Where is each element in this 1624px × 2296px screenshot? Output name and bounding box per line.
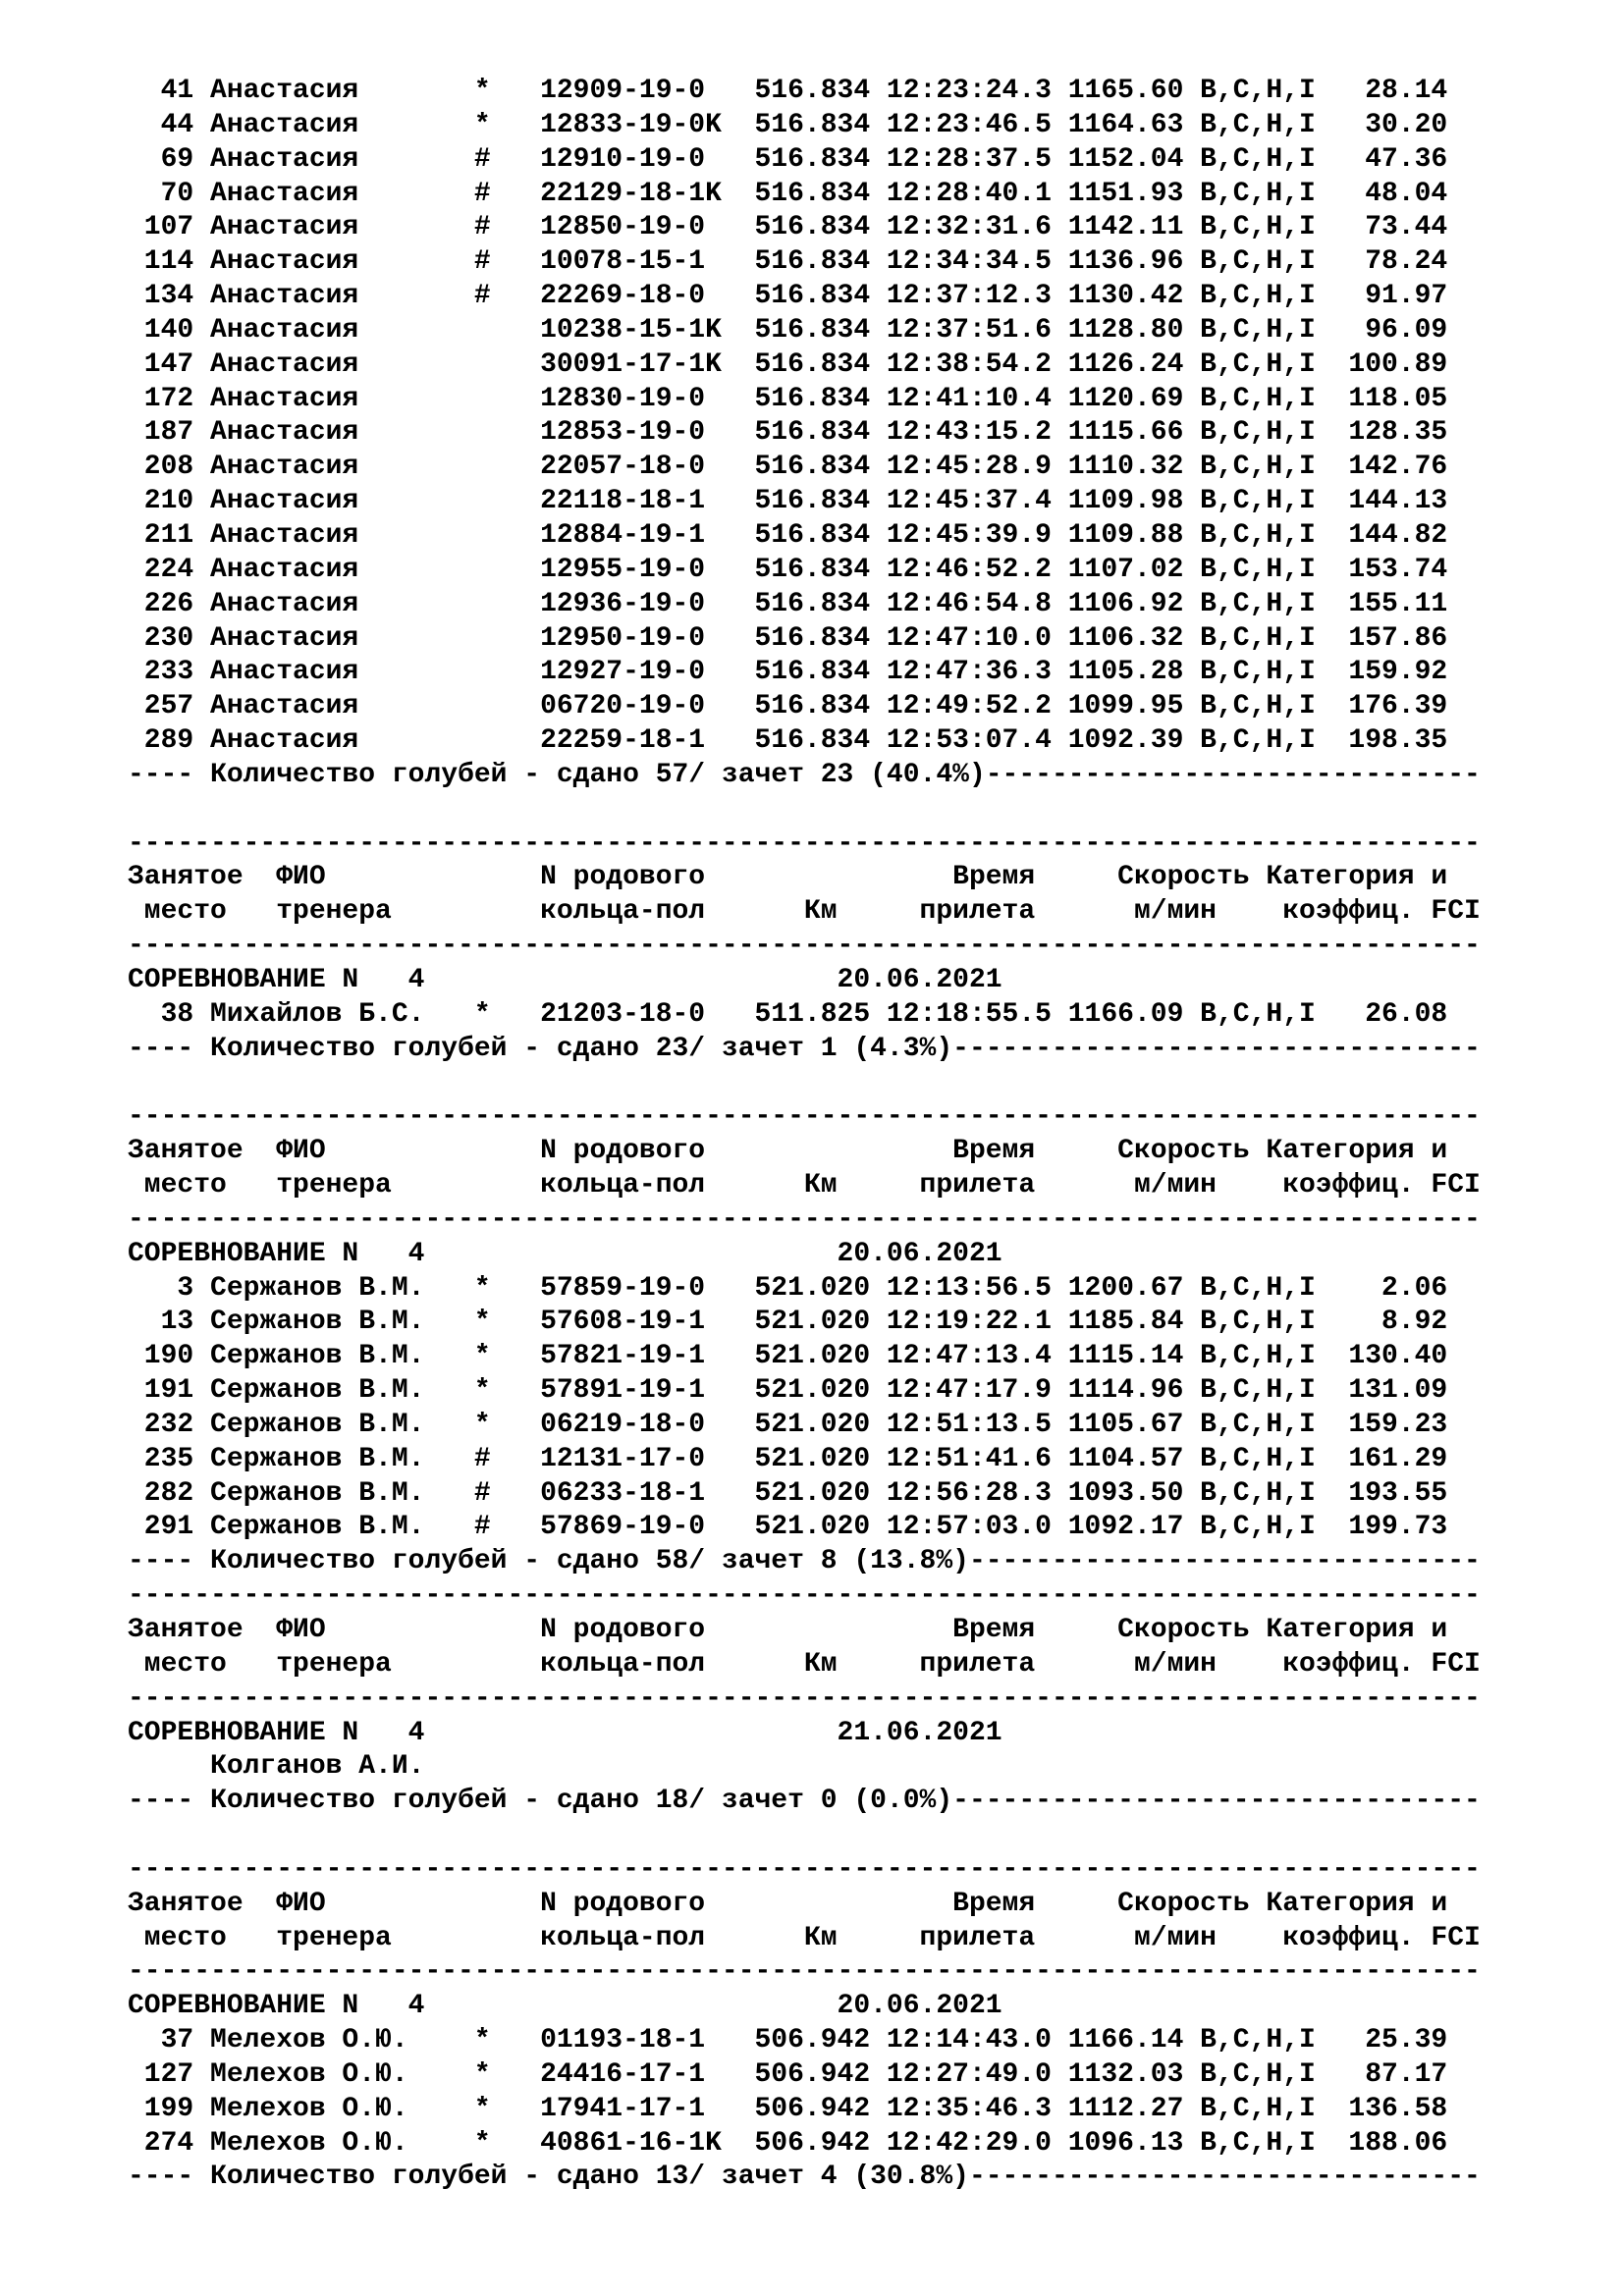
result-row: 114 Анастасия # 10078-15-1 516.834 12:34:34.5 1136.96 B,C,H,I 78.24 <box>128 246 1448 278</box>
separator-line: ---------------------------------------------------------------------------------- <box>128 1580 1481 1612</box>
trainer-line: Колганов А.И. <box>128 1751 425 1783</box>
header-row-1: Занятое ФИО N родового Время Скорость Категория и <box>128 1136 1448 1167</box>
header-row-2: место тренера кольца-пол Км прилета м/мин коэффиц. FCI <box>128 896 1481 928</box>
result-row: 289 Анастасия 22259-18-1 516.834 12:53:07.4 1092.39 B,C,H,I 198.35 <box>128 725 1448 757</box>
result-row: 232 Сержанов В.М. * 06219-18-0 521.020 12:51:13.5 1105.67 B,C,H,I 159.23 <box>128 1409 1448 1440</box>
separator-line: ---------------------------------------------------------------------------------- <box>128 1203 1481 1235</box>
result-row: 291 Сержанов В.М. # 57869-19-0 521.020 12:57:03.0 1092.17 B,C,H,I 199.73 <box>128 1512 1448 1543</box>
result-row: 282 Сержанов В.М. # 06233-18-1 521.020 12:56:28.3 1093.50 B,C,H,I 193.55 <box>128 1477 1448 1509</box>
header-row-1: Занятое ФИО N родового Время Скорость Категория и <box>128 1888 1448 1919</box>
competition-line: СОРЕВНОВАНИЕ N 4 20.06.2021 <box>128 1991 1002 2022</box>
result-row: 230 Анастасия 12950-19-0 516.834 12:47:10.0 1106.32 B,C,H,I 157.86 <box>128 622 1448 654</box>
result-row: 69 Анастасия # 12910-19-0 516.834 12:28:37.5 1152.04 B,C,H,I 47.36 <box>128 143 1448 175</box>
competition-line: СОРЕВНОВАНИЕ N 4 20.06.2021 <box>128 1238 1002 1269</box>
results-report <box>128 75 1481 2195</box>
result-row: 41 Анастасия * 12909-19-0 516.834 12:23:24.3 1165.60 B,C,H,I 28.14 <box>128 76 1448 106</box>
separator-line: ---------------------------------------------------------------------------------- <box>128 828 1481 859</box>
header-row-2: место тренера кольца-пол Км прилета м/мин коэффиц. FCI <box>128 1648 1481 1680</box>
result-row: 70 Анастасия # 22129-18-1K 516.834 12:28:40.1 1151.93 B,C,H,I 48.04 <box>128 178 1448 209</box>
competition-line: СОРЕВНОВАНИЕ N 4 20.06.2021 <box>128 964 1002 995</box>
result-row: 107 Анастасия # 12850-19-0 516.834 12:32:31.6 1142.11 B,C,H,I 73.44 <box>128 212 1448 243</box>
separator-line: ---------------------------------------------------------------------------------- <box>128 1682 1481 1714</box>
competition-line: СОРЕВНОВАНИЕ N 4 21.06.2021 <box>128 1717 1002 1748</box>
result-row: 13 Сержанов В.М. * 57608-19-1 521.020 12:19:22.1 1185.84 B,C,H,I 8.92 <box>128 1307 1448 1338</box>
separator-line: ---------------------------------------------------------------------------------- <box>128 931 1481 962</box>
blank-line <box>128 793 1481 828</box>
result-row: 210 Анастасия 22118-18-1 516.834 12:45:37.4 1109.98 B,C,H,I 144.13 <box>128 486 1448 517</box>
result-row: 3 Сержанов В.М. * 57859-19-0 521.020 12:13:56.5 1200.67 B,C,H,I 2.06 <box>128 1272 1448 1304</box>
header-row-1: Занятое ФИО N родового Время Скорость Категория и <box>128 862 1448 893</box>
result-row: 44 Анастасия * 12833-19-0K 516.834 12:23:46.5 1164.63 B,C,H,I 30.20 <box>128 109 1448 140</box>
result-row: 233 Анастасия 12927-19-0 516.834 12:47:36.3 1105.28 B,C,H,I 159.92 <box>128 657 1448 688</box>
result-row: 274 Мелехов О.Ю. * 40861-16-1K 506.942 12:42:29.0 1096.13 B,C,H,I 188.06 <box>128 2127 1448 2159</box>
header-row-1: Занятое ФИО N родового Время Скорость Категория и <box>128 1614 1448 1645</box>
result-row: 211 Анастасия 12884-19-1 516.834 12:45:39.9 1109.88 B,C,H,I 144.82 <box>128 519 1448 551</box>
result-row: 38 Михайлов Б.С. * 21203-18-0 511.825 12:18:55.5 1166.09 B,C,H,I 26.08 <box>128 998 1448 1030</box>
result-row: 37 Мелехов О.Ю. * 01193-18-1 506.942 12:14:43.0 1166.14 B,C,H,I 25.39 <box>128 2025 1448 2056</box>
summary-line: ---- Количество голубей - сдано 18/ зачет 0 (0.0%)-------------------------------- <box>128 1786 1481 1817</box>
summary-line: ---- Количество голубей - сдано 58/ зачет 8 (13.8%)------------------------------- <box>128 1546 1481 1577</box>
summary-line: ---- Количество голубей - сдано 23/ зачет 1 (4.3%)-------------------------------- <box>128 1033 1481 1064</box>
header-row-2: место тренера кольца-пол Км прилета м/мин коэффиц. FCI <box>128 1922 1481 1953</box>
blank-line <box>128 1819 1481 1853</box>
result-row: 172 Анастасия 12830-19-0 516.834 12:41:10.4 1120.69 B,C,H,I 118.05 <box>128 383 1448 414</box>
result-row: 199 Мелехов О.Ю. * 17941-17-1 506.942 12:35:46.3 1112.27 B,C,H,I 136.58 <box>128 2093 1448 2124</box>
result-row: 191 Сержанов В.М. * 57891-19-1 521.020 12:47:17.9 1114.96 B,C,H,I 131.09 <box>128 1375 1448 1407</box>
separator-line: ---------------------------------------------------------------------------------- <box>128 1101 1481 1133</box>
result-row: 235 Сержанов В.М. # 12131-17-0 521.020 12:51:41.6 1104.57 B,C,H,I 161.29 <box>128 1443 1448 1474</box>
result-row: 257 Анастасия 06720-19-0 516.834 12:49:52.2 1099.95 B,C,H,I 176.39 <box>128 691 1448 722</box>
result-row: 187 Анастасия 12853-19-0 516.834 12:43:15.2 1115.66 B,C,H,I 128.35 <box>128 417 1448 449</box>
summary-line: ---- Количество голубей - сдано 13/ зачет 4 (30.8%)------------------------------- <box>128 2162 1481 2193</box>
result-row: 147 Анастасия 30091-17-1K 516.834 12:38:54.2 1126.24 B,C,H,I 100.89 <box>128 348 1448 380</box>
blank-line <box>128 1066 1481 1100</box>
result-row: 140 Анастасия 10238-15-1K 516.834 12:37:51.6 1128.80 B,C,H,I 96.09 <box>128 314 1448 346</box>
header-row-2: место тренера кольца-пол Км прилета м/мин коэффиц. FCI <box>128 1170 1481 1201</box>
separator-line: ---------------------------------------------------------------------------------- <box>128 1853 1481 1885</box>
result-row: 208 Анастасия 22057-18-0 516.834 12:45:28.9 1110.32 B,C,H,I 142.76 <box>128 452 1448 483</box>
result-row: 127 Мелехов О.Ю. * 24416-17-1 506.942 12:27:49.0 1132.03 B,C,H,I 87.17 <box>128 2058 1448 2090</box>
result-row: 224 Анастасия 12955-19-0 516.834 12:46:52.2 1107.02 B,C,H,I 153.74 <box>128 554 1448 585</box>
separator-line: ---------------------------------------------------------------------------------- <box>128 1956 1481 1988</box>
result-row: 134 Анастасия # 22269-18-0 516.834 12:37:12.3 1130.42 B,C,H,I 91.97 <box>128 281 1448 312</box>
result-row: 226 Анастасия 12936-19-0 516.834 12:46:54.8 1106.92 B,C,H,I 155.11 <box>128 588 1448 619</box>
summary-line: ---- Количество голубей - сдано 57/ зачет 23 (40.4%)------------------------------ <box>128 759 1481 790</box>
result-row: 190 Сержанов В.М. * 57821-19-1 521.020 12:47:13.4 1115.14 B,C,H,I 130.40 <box>128 1341 1448 1372</box>
